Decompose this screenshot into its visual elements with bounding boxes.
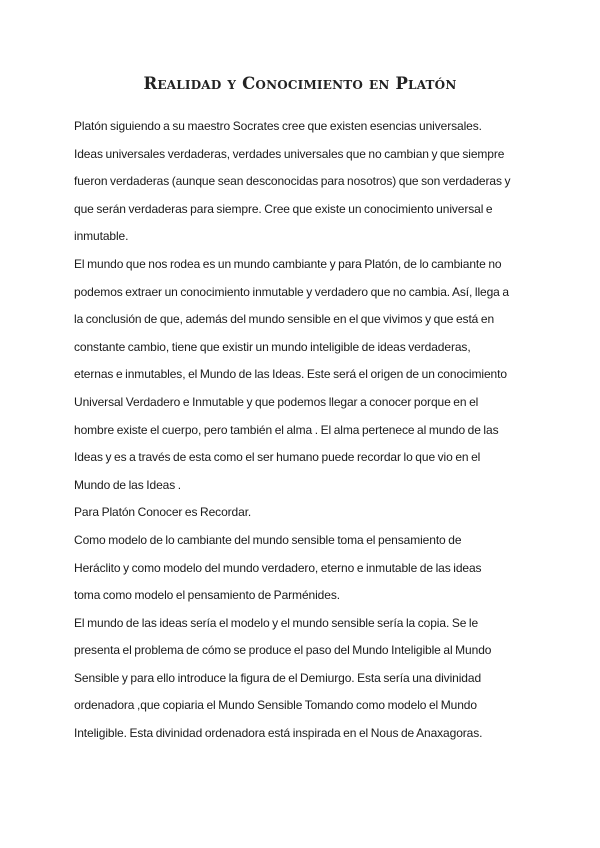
text-line: constante cambio, tiene que existir un mundo inteligible de ideas verdaderas, <box>74 339 471 354</box>
text-line: eternas e inmutables, el Mundo de las Ideas. Este será el origen de un conocimiento <box>74 367 507 382</box>
text-line: presenta el problema de cómo se produce el paso del Mundo Inteligible al Mundo <box>74 643 492 658</box>
text-line: El mundo que nos rodea es un mundo cambiante y para Platón, de lo cambiante no <box>74 256 502 271</box>
text-line: Universal Verdadero e Inmutable y que podemos llegar a conocer porque en el <box>74 394 479 409</box>
text-line: hombre existe el cuerpo, pero también el alma . El alma pertenece al mundo de las <box>74 422 499 437</box>
text-line: Heráclito y como modelo del mundo verdadero, eterno e inmutable de las ideas <box>74 560 482 575</box>
text-line: El mundo de las ideas sería el modelo y el mundo sensible sería la copia. Se le <box>74 615 479 630</box>
text-line: que serán verdaderas para siempre. Cree que existe un conocimiento universal e <box>74 201 493 216</box>
text-line: fueron verdaderas (aunque sean desconocidas para nosotros) que son verdaderas y <box>74 174 511 189</box>
text-line: Platón siguiendo a su maestro Socrates cree que existen esencias universales. <box>74 119 482 133</box>
text-line: podemos extraer un conocimiento inmutable y verdadero que no cambia. Así, llega a <box>74 284 509 299</box>
text-line: toma como modelo el pensamiento de Parménides. <box>74 588 340 603</box>
text-line: Sensible y para ello introduce la figura de el Demiurgo. Esta sería una divinidad <box>74 670 482 685</box>
text-line: Mundo de las Ideas . <box>74 477 182 492</box>
text-line: Como modelo de lo cambiante del mundo sensible toma el pensamiento de <box>74 532 462 547</box>
text-line: ordenadora ,que copiaria el Mundo Sensible Tomando como modelo el Mundo <box>74 698 477 713</box>
text-line: Ideas y es a través de esta como el ser humano puede recordar lo que vio en el <box>74 450 481 465</box>
text-line: la conclusión de que, además del mundo sensible en el que vivimos y que está en <box>74 312 495 327</box>
document-title: Realidad y Conocimiento en Platón <box>143 74 457 93</box>
text-line: Ideas universales verdaderas, verdades universales que no cambian y que siempre <box>74 146 505 161</box>
text-line: Para Platón Conocer es Recordar. <box>74 505 252 520</box>
document-body <box>74 113 530 748</box>
text-line: Inteligible. Esta divinidad ordenadora está inspirada en el Nous de Anaxagoras. <box>74 726 483 741</box>
text-line: inmutable. <box>74 229 129 244</box>
